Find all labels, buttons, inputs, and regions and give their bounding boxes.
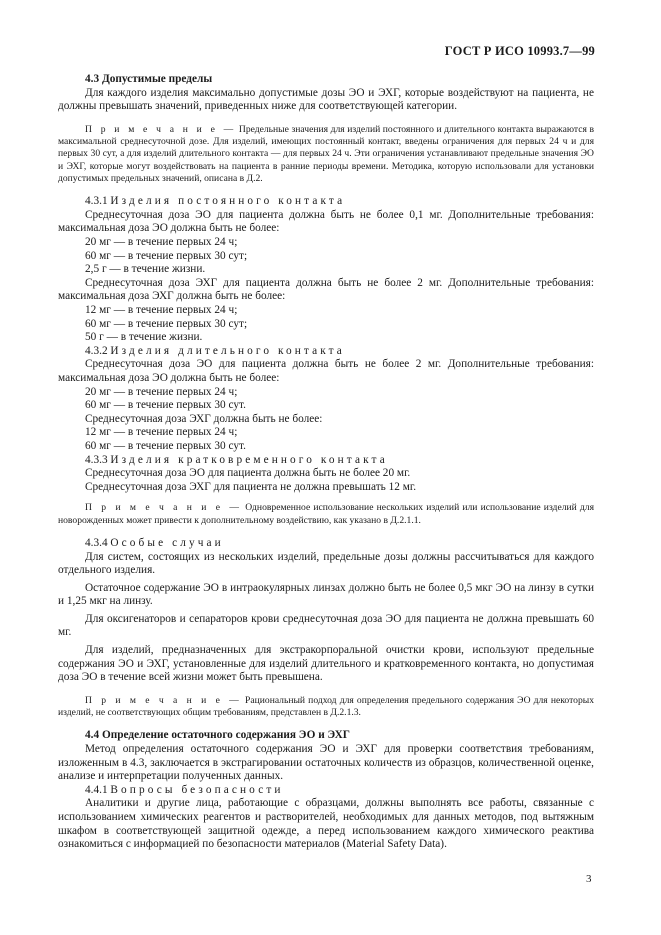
section-number: 4.3.1 bbox=[85, 195, 108, 208]
section-4-3-3-ehg: Среднесуточная доза ЭХГ для пациента не должна превышать 12 мг. bbox=[85, 480, 417, 493]
section-number: 4.3.3 bbox=[85, 453, 108, 466]
note-label: П р и м е ч а н и е — bbox=[85, 694, 242, 706]
list-item: 60 мг — в течение первых 30 сут; bbox=[85, 317, 248, 330]
list-item: 60 мг — в течение первых 30 сут; bbox=[85, 249, 248, 262]
list-item: 20 мг — в течение первых 24 ч; bbox=[85, 236, 238, 249]
section-4-3-1-ehg: Среднесуточная доза ЭХГ для пациента должна быть не более 2 мг. Дополнительные требования: максимальная доза ЭХГ должна быть не более: bbox=[58, 276, 594, 303]
section-title: Изделия постоянного контакта bbox=[110, 195, 346, 208]
list-item: 20 мг — в течение первых 24 ч; bbox=[85, 385, 238, 398]
section-4-3-4-heading bbox=[58, 537, 594, 551]
section-4-3-2-heading bbox=[58, 345, 594, 359]
list-item: 60 мг — в течение первых 30 сут. bbox=[85, 399, 246, 412]
note-2 bbox=[58, 502, 594, 527]
list-item: 2,5 г — в течение жизни. bbox=[85, 263, 206, 276]
section-4-4-1-heading bbox=[58, 784, 594, 798]
section-4-3-text: Для каждого изделия максимально допустимые дозы ЭО и ЭХГ, которые воздействуют на пациента, не должны превышать значений, приведенных ниже для соответствующей категории. bbox=[58, 86, 594, 113]
section-4-3-heading: 4.3 Допустимые пределы bbox=[85, 73, 213, 85]
section-number: 4.3.4 bbox=[85, 536, 108, 549]
page-number: 3 bbox=[586, 873, 592, 885]
section-4-4-heading: 4.4 Определение остаточного содержания ЭО и ЭХГ bbox=[85, 729, 350, 742]
note-label: П р и м е ч а н и е — bbox=[85, 123, 237, 135]
section-title: Изделия длительного контакта bbox=[110, 344, 345, 357]
section-title: Изделия кратковременного контакта bbox=[110, 453, 388, 466]
section-4-3-2-eo: Среднесуточная доза ЭО для пациента должна быть не более 2 мг. Дополнительные требования: максимальная доза ЭО должна быть не более: bbox=[58, 358, 594, 384]
section-4-3-1-eo: Среднесуточная доза ЭО для пациента должна быть не более 0,1 мг. Дополнительные требования: максимальная доза ЭО должна быть не более: bbox=[58, 208, 594, 235]
section-4-3-4-p1: Для систем, состоящих из нескольких изделий, предельные дозы должны рассчитываться для каждого отдельного изделия. bbox=[58, 550, 594, 577]
section-4-3-4-p3: Для оксигенаторов и сепараторов крови среднесуточная доза ЭО для пациента не должна превышать 60 мг. bbox=[58, 612, 594, 639]
list-item: 60 мг — в течение первых 30 сут. bbox=[85, 439, 246, 452]
page-content bbox=[58, 73, 594, 852]
note-label: П р и м е ч а н и е — bbox=[85, 502, 243, 514]
section-number: 4.3.2 bbox=[85, 344, 108, 357]
section-4-4-text: Метод определения остаточного содержания ЭО и ЭХГ для проверки соответствия требованиям, изложенным в 4.3, заключается в экстрагировании остаточных количеств из образцов, количественной оценке, анализе и интерпретации полученных данных. bbox=[58, 743, 594, 783]
section-4-3-3-heading bbox=[58, 454, 594, 468]
note-3 bbox=[58, 695, 594, 720]
list-item: 50 г — в течение жизни. bbox=[85, 331, 203, 344]
section-4-3-4-p2: Остаточное содержание ЭО в интраокулярных линзах должно быть не более 0,5 мкг ЭО на линзу в сутки и 1,25 мкг на линзу. bbox=[58, 581, 594, 608]
note-2-text: Одновременное использование нескольких изделий или использование изделий для новорожденных может привести к дополнительному воздействию, как указано в Д.2.1.1. bbox=[58, 502, 594, 526]
list-item: 12 мг — в течение первых 24 ч; bbox=[85, 304, 238, 317]
section-4-3-1-heading bbox=[58, 195, 594, 209]
section-title: Особые случаи bbox=[110, 536, 224, 549]
section-title: Вопросы безопасности bbox=[110, 783, 284, 796]
document-header: ГОСТ Р ИСО 10993.7—99 bbox=[444, 44, 595, 58]
note-1-text: Предельные значения для изделий постоянного и длительного контакта выражаются в максимальной среднесуточной дозе. Для изделий, имеющих постоянный контакт, введены ограничения для первых 24 ч и для первых 30 сут, а для изделий длительного контакта — для первых 24 ч. Эти ограничения устанавливают предельные значения ЭО и ЭХГ, которые могут воздействовать на пациента в ранние периоды времени. Методика, которую использовали для установки допустимых предельных значений, описана в Д.2. bbox=[58, 123, 594, 184]
section-4-3-4-p4: Для изделий, предназначенных для экстракорпоральной очистки крови, используют предельные содержания ЭО и ЭХГ, установленные для изделий длительного и кратковременного контакта, но допустимая доза ЭО в течение всей жизни может быть превышена. bbox=[58, 644, 594, 684]
section-4-3-3-eo: Среднесуточная доза ЭО для пациента должна быть не более 20 мг. bbox=[85, 467, 411, 480]
section-4-4-1-text: Аналитики и другие лица, работающие с образцами, должны выполнять все работы, связанные с использованием химических реагентов и растворителей, необходимых для данных методов, под вытяжным шкафом в соответствующей защитной одежде, а перед использованием каждого химического реактива ознакомиться с информацией по безопасности материалов (Material Safety Data). bbox=[58, 797, 594, 851]
note-3-text: Рациональный подход для определения предельного содержания ЭО для некоторых изделий, не соответствующих общим требованиям, представлен в Д.2.1.3. bbox=[58, 694, 594, 719]
list-item: 12 мг — в течение первых 24 ч; bbox=[85, 426, 238, 439]
section-4-3-2-ehg: Среднесуточная доза ЭХГ должна быть не более: bbox=[85, 412, 323, 425]
note-1 bbox=[58, 124, 594, 185]
section-number: 4.4.1 bbox=[85, 783, 108, 796]
